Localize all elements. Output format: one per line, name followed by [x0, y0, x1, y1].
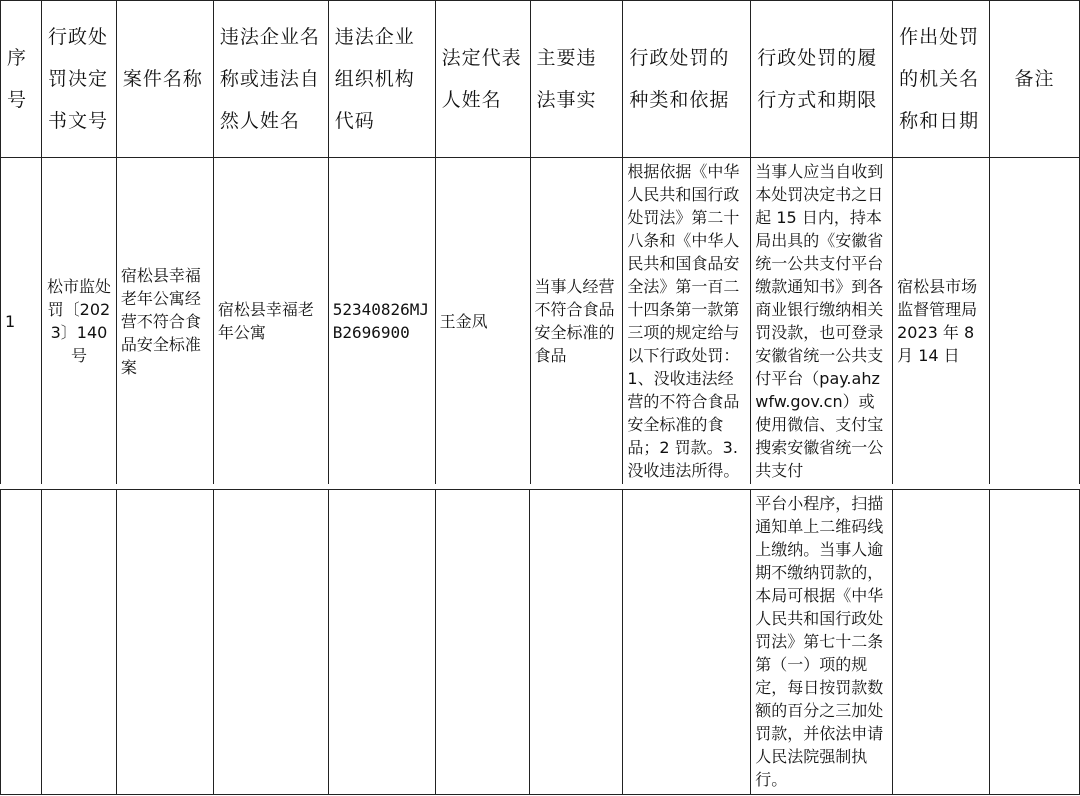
header-org-code: 违法企业组织机构代码	[328, 1, 435, 158]
header-performance: 行政处罚的履行方式和期限	[751, 1, 893, 158]
cell-performance-part2: 平台小程序，扫描通知单上二维码线上缴纳。当事人逾期不缴纳罚款的，本局可根据《中华人民共和国行政处罚法》第七十二条第（一）项的规定，每日按罚款数额的百分之三加处罚款，并依法申请人民法院强制执行。	[751, 490, 893, 795]
cell-seq: 1	[1, 158, 42, 485]
cell-legal-rep: 王金凤	[435, 158, 530, 485]
header-case-name: 案件名称	[116, 1, 213, 158]
cell-decision-no: 松市监处罚〔2023〕140 号	[41, 158, 116, 485]
cell-empty	[213, 490, 328, 795]
cell-empty	[41, 490, 116, 795]
cell-empty	[328, 490, 435, 795]
header-seq: 序号	[1, 1, 42, 158]
cell-case-name: 宿松县幸福老年公寓经营不符合食品安全标准案	[116, 158, 213, 485]
cell-empty	[1, 490, 42, 795]
cell-empty	[116, 490, 213, 795]
cell-authority: 宿松县市场监督管理局 2023 年 8 月 14 日	[893, 158, 990, 485]
cell-remarks	[990, 158, 1080, 485]
header-penalty-type: 行政处罚的种类和依据	[623, 1, 751, 158]
penalty-table-continued	[0, 489, 1080, 795]
cell-empty	[623, 490, 751, 795]
cell-penalty-type: 根据依据《中华人民共和国行政处罚法》第二十八条和《中华人民共和国食品安全法》第一百二十四条第一款第三项的规定给与以下行政处罚：1、没收违法经营的不符合食品安全标准的食品；2 罚款。3.没收违法所得。	[623, 158, 751, 485]
header-authority: 作出处罚的机关名称和日期	[893, 1, 990, 158]
header-main-facts: 主要违法事实	[530, 1, 623, 158]
header-party-name: 违法企业名称或违法自然人姓名	[213, 1, 328, 158]
cell-party-name: 宿松县幸福老年公寓	[213, 158, 328, 485]
header-remarks: 备注	[990, 1, 1080, 158]
cell-main-facts: 当事人经营不符合食品安全标准的食品	[530, 158, 623, 485]
header-row	[1, 1, 1080, 158]
table-row	[1, 158, 1080, 485]
cell-performance-part1: 当事人应当自收到本处罚决定书之日起 15 日内，持本局出具的《安徽省统一公共支付平台缴款通知书》到各商业银行缴纳相关罚没款，也可登录安徽省统一公共支付平台（pay.ahzwfw.gov.cn）或使用微信、支付宝搜索安徽省统一公共支付	[751, 158, 893, 485]
cell-empty	[893, 490, 990, 795]
cell-org-code: 52340826MJB2696900	[328, 158, 435, 485]
header-decision-no: 行政处罚决定书文号	[41, 1, 116, 158]
table-row-continued	[1, 490, 1080, 795]
cell-empty	[990, 490, 1080, 795]
cell-empty	[530, 490, 623, 795]
cell-empty	[435, 490, 530, 795]
header-legal-rep: 法定代表人姓名	[435, 1, 530, 158]
